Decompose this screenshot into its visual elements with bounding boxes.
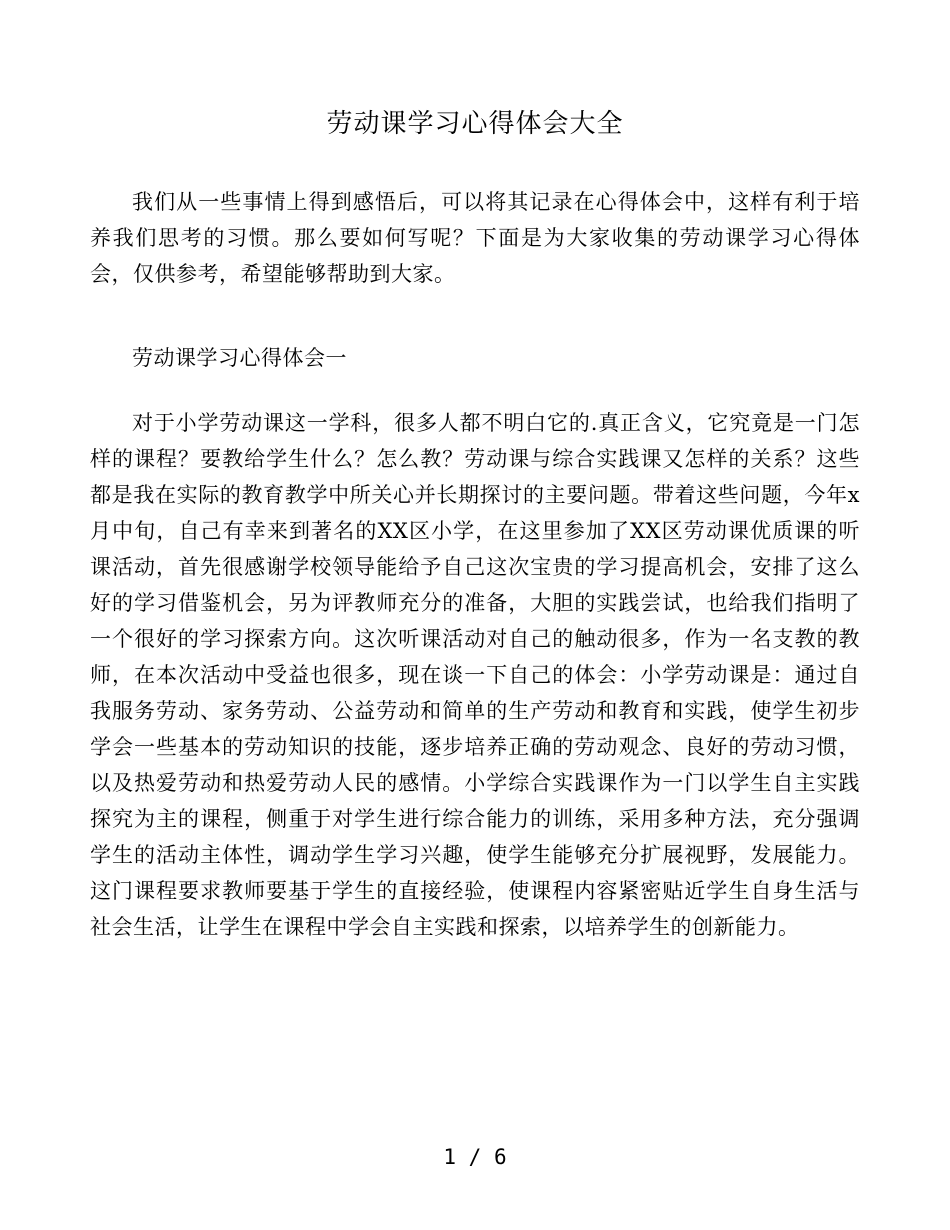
section-heading: 劳动课学习心得体会一 — [132, 346, 347, 370]
page-number: 1 / 6 — [443, 1145, 507, 1169]
body-paragraph: 对于小学劳动课这一学科，很多人都不明白它的.真正含义，它究竟是一门怎样的课程？要教给学生什么？怎么教？劳动课与综合实践课又怎样的关系？这些都是我在实际的教育教学中所关心并长期探讨的主要问题。带着这些问题，今年x月中旬，自己有幸来到著名的XX区小学，在这里参加了XX区劳动课优质课的听课活动，首先很感谢学校领导能给予自己这次宝贵的学习提高机会，安排了这么好的学习借鉴机会，另为评教师充分的准备，大胆的实践尝试，也给我们指明了一个很好的学习探索方向。这次听课活动对自己的触动很多，作为一名支教的教师，在本次活动中受益也很多，现在谈一下自己的体会：小学劳动课是：通过自我服务劳动、家务劳动、公益劳动和简单的生产劳动和教育和实践，使学生初步学会一些基本的劳动知识的技能，逐步培养正确的劳动观念、良好的劳动习惯，以及热爱劳动和热爱劳动人民的感情。小学综合实践课作为一门以学生自主实践探究为主的课程，侧重于对学生进行综合能力的训练，采用多种方法，充分强调学生的活动主体性，调动学生学习兴趣，使学生能够充分扩展视野，发展能力。这门课程要求教师要基于学生的直接经验，使课程内容紧密贴近学生自身生活与社会生活，让学生在课程中学会自主实践和探索，以培养学生的创新能力。 — [90, 411, 860, 939]
intro-paragraph: 我们从一些事情上得到感悟后，可以将其记录在心得体会中，这样有利于培养我们思考的习惯。那么要如何写呢？下面是为大家收集的劳动课学习心得体会，仅供参考，希望能够帮助到大家。 — [90, 190, 860, 286]
document-title: 劳动课学习心得体会大全 — [326, 109, 624, 139]
